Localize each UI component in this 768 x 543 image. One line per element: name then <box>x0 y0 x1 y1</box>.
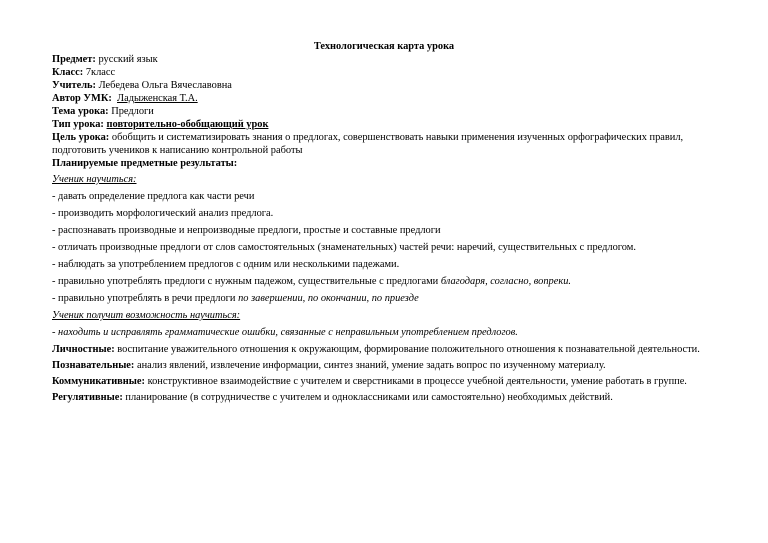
regulatory-value: планирование (в сотрудничестве с учителем и одноклассниками или самостоятельно) необходимых действий. <box>122 392 613 403</box>
list-item <box>52 275 718 288</box>
regulatory-label: Регулятивные: <box>52 392 123 403</box>
umk-author-value: Ладыженская Т.А. <box>117 93 198 104</box>
list-item-text: - правильно употреблять предлоги с нужным падежом, существительные с предлогами <box>52 276 441 287</box>
umk-author-label: Автор УМК: <box>52 93 112 104</box>
list-item-text: - правильно употреблять в речи предлоги <box>52 293 239 304</box>
teacher-line <box>52 79 718 92</box>
list-item: - отличать производные предлоги от слов самостоятельных (знаменательных) частей речи: наречий, существительных с предлогом. <box>52 242 636 253</box>
results-section <box>52 173 718 407</box>
lesson-topic-label: Тема урока: <box>52 106 109 117</box>
lesson-topic-line <box>52 105 718 118</box>
subject-value: русский язык <box>95 54 158 65</box>
list-item-italic: по завершении, по окончании, по приезде <box>238 293 419 304</box>
student-opportunity-item: - находить и исправлять грамматические ошибки, связанные с неправильным употреблением предлогов. <box>52 327 518 338</box>
grade-label: Класс: <box>52 67 84 78</box>
cognitive-value: анализ явлений, извлечение информации, синтез знаний, умение задать вопрос по изученному материалу. <box>134 360 606 371</box>
grade-value: 7класс <box>83 67 116 78</box>
lesson-goal-value: обобщить и систематизировать знания о предлогах, совершенствовать навыки применения изученных орфографических правил, подготовить учеников к написанию контрольной работы <box>52 132 684 156</box>
student-learns-heading: Ученик научиться: <box>52 174 137 185</box>
personal-label: Личностные: <box>52 344 115 355</box>
planned-results-heading: Планируемые предметные результаты: <box>52 158 238 169</box>
personal-value: воспитание уважительного отношения к окружающим, формирование положительного отношения к познавательной деятельности. <box>114 344 700 355</box>
communicative-value: конструктивное взаимодействие с учителем и сверстниками в процессе учебной деятельности, умение работать в группе. <box>144 376 687 387</box>
list-item: - распознавать производные и непроизводные предлоги, простые и составные предлоги <box>52 225 441 236</box>
umk-author-line <box>52 92 718 105</box>
list-item: - производить морфологический анализ предлога. <box>52 208 274 219</box>
subject-label: Предмет: <box>52 54 96 65</box>
lesson-type-line <box>52 118 718 131</box>
personal-results <box>52 343 718 356</box>
teacher-label: Учитель: <box>52 80 96 91</box>
lesson-type-value: повторительно-обобщающий урок <box>106 119 269 130</box>
cognitive-label: Познавательные: <box>52 360 135 371</box>
communicative-results <box>52 375 718 388</box>
list-item: - давать определение предлога как части речи <box>52 191 255 202</box>
lesson-header <box>52 53 718 170</box>
lesson-topic-value: Предлоги <box>108 106 154 117</box>
subject-line <box>52 53 718 66</box>
regulatory-results <box>52 391 718 404</box>
communicative-label: Коммуникативные: <box>52 376 145 387</box>
list-item: - наблюдать за употреблением предлогов с одним или несколькими падежами. <box>52 259 400 270</box>
grade-line <box>52 66 718 79</box>
list-item-italic: благодаря, согласно, вопреки. <box>440 276 572 287</box>
cognitive-results <box>52 359 718 372</box>
lesson-goal-label: Цель урока: <box>52 132 110 143</box>
lesson-goal-line <box>52 131 718 157</box>
document-title: Технологическая карта урока <box>313 41 455 52</box>
student-opportunity-heading: Ученик получит возможность научиться: <box>52 310 241 321</box>
teacher-value: Лебедева Ольга Вячеславовна <box>95 80 232 91</box>
lesson-type-label: Тип урока: <box>52 119 104 130</box>
list-item <box>52 292 718 305</box>
